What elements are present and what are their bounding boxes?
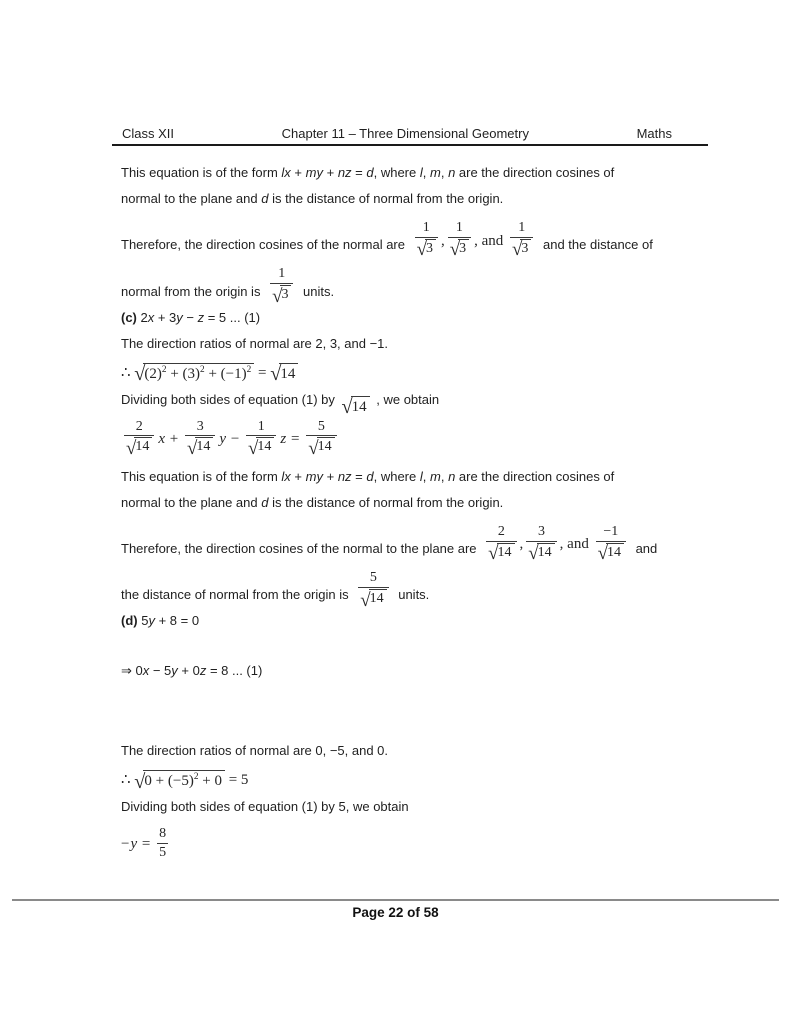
page-header [112, 126, 708, 146]
math-fraction [185, 419, 215, 460]
page-footer [12, 899, 779, 920]
math-superscript: 2 [200, 364, 205, 375]
math-sqrt [187, 437, 213, 459]
math-variable: y [219, 431, 227, 448]
sqrt-icon: √ [488, 543, 499, 565]
sqrt-icon: √ [126, 438, 137, 459]
italic-text-run: nz [337, 165, 352, 180]
math-text: 3 [521, 240, 529, 256]
text-run: This equation is of the form [121, 165, 282, 180]
text-run: Dividing both sides of equation (1) by [121, 391, 339, 407]
math-sqrt [528, 543, 554, 565]
text-run: = [351, 165, 367, 180]
sqrt-icon: √ [134, 771, 146, 794]
italic-text-run: d [366, 165, 374, 180]
sqrt-icon: √ [449, 239, 461, 261]
text-run: The direction ratios of normal are 0, −5, and 0. [121, 743, 389, 759]
sqrt-radicand [317, 437, 335, 456]
italic-text-run: n [448, 468, 456, 484]
fraction-denominator [486, 541, 516, 565]
math-text: 3 [537, 523, 545, 539]
math-fraction [448, 220, 471, 261]
sqrt-radicand [279, 363, 298, 383]
math-fraction [306, 419, 336, 460]
math-variable: x [158, 431, 166, 448]
sqrt-icon: √ [360, 589, 371, 611]
text-run: and the distance of [539, 237, 653, 253]
italic-text-run: y [176, 309, 183, 325]
text-run: + 3 [154, 309, 177, 325]
math-text: 14 [317, 439, 332, 455]
text-run: = [351, 468, 367, 484]
math-text: 14 [135, 439, 150, 455]
italic-text-run: my [305, 468, 323, 484]
math-text: 8 [159, 826, 167, 842]
math-text: + (−1) [204, 365, 247, 382]
math-sqrt [126, 437, 152, 459]
math-text: 14 [497, 544, 512, 560]
math-fraction [270, 266, 293, 307]
text-run: + [290, 165, 306, 180]
paragraph-with-math [121, 261, 721, 307]
document-body [121, 158, 721, 868]
fraction-denominator [415, 237, 438, 261]
italic-text-run: l [419, 468, 423, 484]
italic-text-run: l [419, 165, 423, 180]
text-run: − [182, 309, 198, 325]
math-sqrt [248, 437, 274, 459]
math-sqrt [360, 589, 386, 611]
fraction-denominator [510, 237, 533, 261]
text-run: normal from the origin is [121, 283, 265, 299]
math-text: 14 [196, 439, 211, 455]
math-text: + 0 [198, 773, 222, 790]
italic-text-run: z [199, 663, 207, 679]
text-run: the distance of normal from the origin is [121, 587, 353, 603]
text-run: The direction ratios of normal are 2, 3, and −1. [121, 335, 389, 351]
fraction-numerator [195, 419, 206, 436]
text-run: 5 [137, 613, 149, 629]
math-fraction [358, 570, 388, 611]
fraction-denominator [526, 541, 556, 565]
sqrt-icon: √ [512, 239, 523, 261]
inline-math [267, 266, 296, 307]
math-text: 3 [459, 240, 467, 256]
math-text: 1 [518, 220, 526, 235]
italic-text-run: nz [337, 468, 352, 484]
sqrt-radicand [143, 770, 225, 790]
italic-text-run: y [171, 663, 178, 679]
paragraph [121, 492, 721, 514]
italic-text-run: d [261, 494, 269, 510]
text-run: , where [373, 468, 420, 484]
sqrt-icon: √ [416, 239, 427, 261]
italic-text-run: z [197, 309, 205, 325]
math-sqrt [308, 437, 334, 459]
text-run: are the direction cosines of [455, 165, 615, 180]
text-run: , [422, 468, 430, 484]
math-text: − [227, 431, 244, 448]
fraction-denominator [448, 237, 471, 261]
text-run: are the direction cosines of [455, 468, 615, 484]
math-text: 1 [422, 220, 430, 235]
text-run: units. [394, 587, 430, 603]
math-text: 3 [196, 418, 204, 434]
italic-text-run: n [448, 165, 456, 180]
paragraph [121, 660, 721, 682]
math-sqrt [416, 239, 436, 261]
sqrt-radicand [425, 239, 436, 258]
text-run: + 8 = 0 [154, 613, 200, 629]
math-text: 14 [351, 398, 367, 415]
italic-text-run: x [147, 309, 155, 325]
math-sqrt [449, 239, 469, 261]
text-run: − 5 [149, 663, 172, 679]
math-text: 1 [455, 220, 463, 235]
sqrt-radicand [497, 543, 515, 562]
bold-text-run: (d) [121, 613, 138, 629]
math-text: − [121, 836, 130, 853]
fraction-denominator [596, 541, 626, 565]
math-text: = 5 [224, 772, 249, 789]
math-text: 5 [317, 418, 325, 434]
bold-text-run: (c) [121, 309, 137, 325]
text-run: This equation is of the form [121, 468, 282, 484]
math-formula [121, 363, 721, 386]
sqrt-icon: √ [270, 363, 282, 386]
text-run: Therefore, the direction cosines of the normal to the plane are [121, 541, 481, 557]
paragraph [121, 740, 721, 762]
text-run: Therefore, the direction cosines of the normal are [121, 237, 409, 253]
italic-text-run: m [429, 165, 441, 180]
math-fraction [157, 826, 168, 862]
math-sqrt [134, 770, 225, 794]
text-run: = 5 ... (1) [204, 309, 261, 325]
math-fraction [415, 220, 438, 261]
math-text: 5 [369, 570, 377, 586]
header-subject-label: Maths [636, 126, 672, 141]
text-run: is the distance of normal from the origin. [268, 494, 504, 510]
math-text: 1 [278, 266, 286, 282]
fraction-denominator [306, 435, 336, 459]
paragraph-with-math [121, 565, 721, 611]
text-run: + [322, 468, 338, 484]
sqrt-radicand [537, 543, 555, 562]
math-text: 14 [369, 590, 384, 606]
paragraph [121, 796, 721, 818]
text-run: + 0 [177, 663, 200, 679]
fraction-numerator [516, 220, 527, 237]
sqrt-radicand [458, 239, 469, 258]
math-text: 1 [257, 418, 265, 434]
fraction-denominator [246, 435, 276, 459]
italic-text-run: d [366, 468, 374, 484]
math-text: , [440, 232, 445, 249]
fraction-denominator [157, 843, 168, 862]
paragraph-with-math [121, 519, 721, 565]
math-sqrt [488, 543, 514, 565]
text-run: + [290, 468, 306, 484]
math-text: = [254, 364, 271, 381]
inline-math [412, 220, 537, 261]
paragraph [121, 307, 721, 329]
text-run: + [322, 165, 338, 180]
sqrt-radicand [369, 589, 387, 608]
header-class-label: Class XII [122, 126, 175, 141]
math-text: −1 [603, 523, 619, 539]
italic-text-run: m [429, 468, 441, 484]
math-sqrt [272, 285, 291, 307]
math-fraction [596, 524, 626, 565]
math-text: , [519, 536, 524, 553]
fraction-numerator [157, 826, 168, 843]
math-fraction [510, 220, 533, 261]
paragraph-with-math [121, 389, 721, 419]
sqrt-radicand [280, 285, 291, 304]
fraction-numerator [134, 419, 145, 436]
italic-text-run: y [148, 613, 155, 629]
sqrt-radicand [351, 396, 370, 416]
math-text: 3 [425, 240, 433, 256]
paragraph [121, 188, 721, 210]
text-run: = 8 ... (1) [206, 663, 263, 679]
math-superscript: 2 [246, 364, 252, 375]
math-text: 14 [537, 544, 552, 560]
spacer [121, 682, 721, 736]
sqrt-icon: √ [528, 543, 539, 565]
math-sqrt [512, 239, 531, 261]
sqrt-icon: √ [187, 438, 198, 459]
paragraph [121, 333, 721, 355]
math-variable: z [280, 431, 287, 448]
math-sqrt [134, 363, 254, 386]
sqrt-icon: √ [308, 438, 319, 459]
sqrt-icon: √ [341, 396, 353, 419]
sqrt-icon: √ [134, 363, 146, 386]
math-text: , and [559, 536, 593, 553]
fraction-denominator [270, 283, 293, 307]
math-text: 3 [281, 287, 289, 303]
fraction-numerator [368, 570, 379, 587]
math-fraction [246, 419, 276, 460]
math-superscript: 2 [161, 364, 167, 375]
text-run: , we obtain [372, 391, 440, 407]
math-formula [121, 826, 721, 862]
text-run: normal to the plane and [121, 494, 262, 510]
fraction-numerator [496, 524, 507, 541]
math-text: ∴ [121, 364, 135, 381]
page-number: Page 22 of 58 [352, 905, 439, 920]
math-text: 0 + (−5) [144, 773, 194, 790]
math-formula [121, 419, 721, 460]
italic-text-run: x [142, 663, 150, 679]
text-run: ⇒ 0 [121, 663, 143, 679]
fraction-numerator [316, 419, 327, 436]
math-text: 2 [135, 418, 143, 434]
text-run: 2 [136, 309, 148, 325]
sqrt-radicand [606, 543, 624, 562]
spacer [121, 632, 721, 656]
sqrt-icon: √ [597, 543, 608, 565]
paragraph [121, 162, 721, 184]
text-run: , [440, 165, 449, 180]
math-sqrt [341, 396, 370, 419]
text-run: units. [299, 283, 335, 299]
paragraph-with-math [121, 215, 721, 261]
italic-text-run: my [305, 165, 323, 180]
math-text: = [138, 836, 155, 853]
math-text: (2) [144, 365, 162, 382]
math-sqrt [270, 363, 298, 386]
math-text: 14 [257, 439, 272, 455]
inline-math [355, 570, 391, 611]
math-text: 5 [159, 845, 167, 861]
fraction-numerator [536, 524, 547, 541]
fraction-numerator [421, 220, 432, 237]
math-variable: y [130, 836, 138, 853]
sqrt-icon: √ [248, 438, 259, 459]
text-run: , [440, 468, 449, 484]
italic-text-run: lx [281, 165, 291, 180]
fraction-numerator [256, 419, 267, 436]
italic-text-run: d [261, 191, 269, 206]
text-run: is the distance of normal from the origin. [268, 191, 504, 206]
math-text: 14 [606, 544, 621, 560]
text-run: , where [373, 165, 420, 180]
sqrt-radicand [520, 239, 531, 258]
sqrt-radicand [134, 437, 152, 456]
math-text: + [166, 431, 183, 448]
text-run: Dividing both sides of equation (1) by 5, we obtain [121, 799, 409, 815]
math-text: 14 [280, 365, 296, 382]
paragraph [121, 466, 721, 488]
sqrt-radicand [256, 437, 274, 456]
text-run: normal to the plane and [121, 191, 262, 206]
header-chapter-title: Chapter 11 – Three Dimensional Geometry [281, 126, 529, 141]
text-run: , [422, 165, 430, 180]
math-text: 2 [497, 523, 505, 539]
sqrt-icon: √ [272, 285, 283, 307]
fraction-denominator [185, 435, 215, 459]
sqrt-radicand [143, 363, 254, 383]
math-text: + (3) [166, 365, 201, 382]
fraction-denominator [124, 435, 154, 459]
math-fraction [526, 524, 556, 565]
fraction-numerator [601, 524, 620, 541]
inline-math [341, 396, 370, 419]
fraction-numerator [454, 220, 465, 237]
paragraph [121, 610, 721, 632]
math-superscript: 2 [193, 772, 199, 783]
math-sqrt [597, 543, 624, 565]
math-text: ∴ [121, 772, 135, 789]
fraction-denominator [358, 587, 388, 611]
math-fraction [124, 419, 154, 460]
inline-math [483, 524, 629, 565]
italic-text-run: lx [281, 468, 291, 484]
math-text: , and [474, 232, 508, 249]
text-run: and [631, 541, 658, 557]
math-text: = [287, 431, 304, 448]
math-fraction [486, 524, 516, 565]
fraction-numerator [276, 266, 287, 283]
sqrt-radicand [195, 437, 213, 456]
math-formula [121, 770, 721, 794]
